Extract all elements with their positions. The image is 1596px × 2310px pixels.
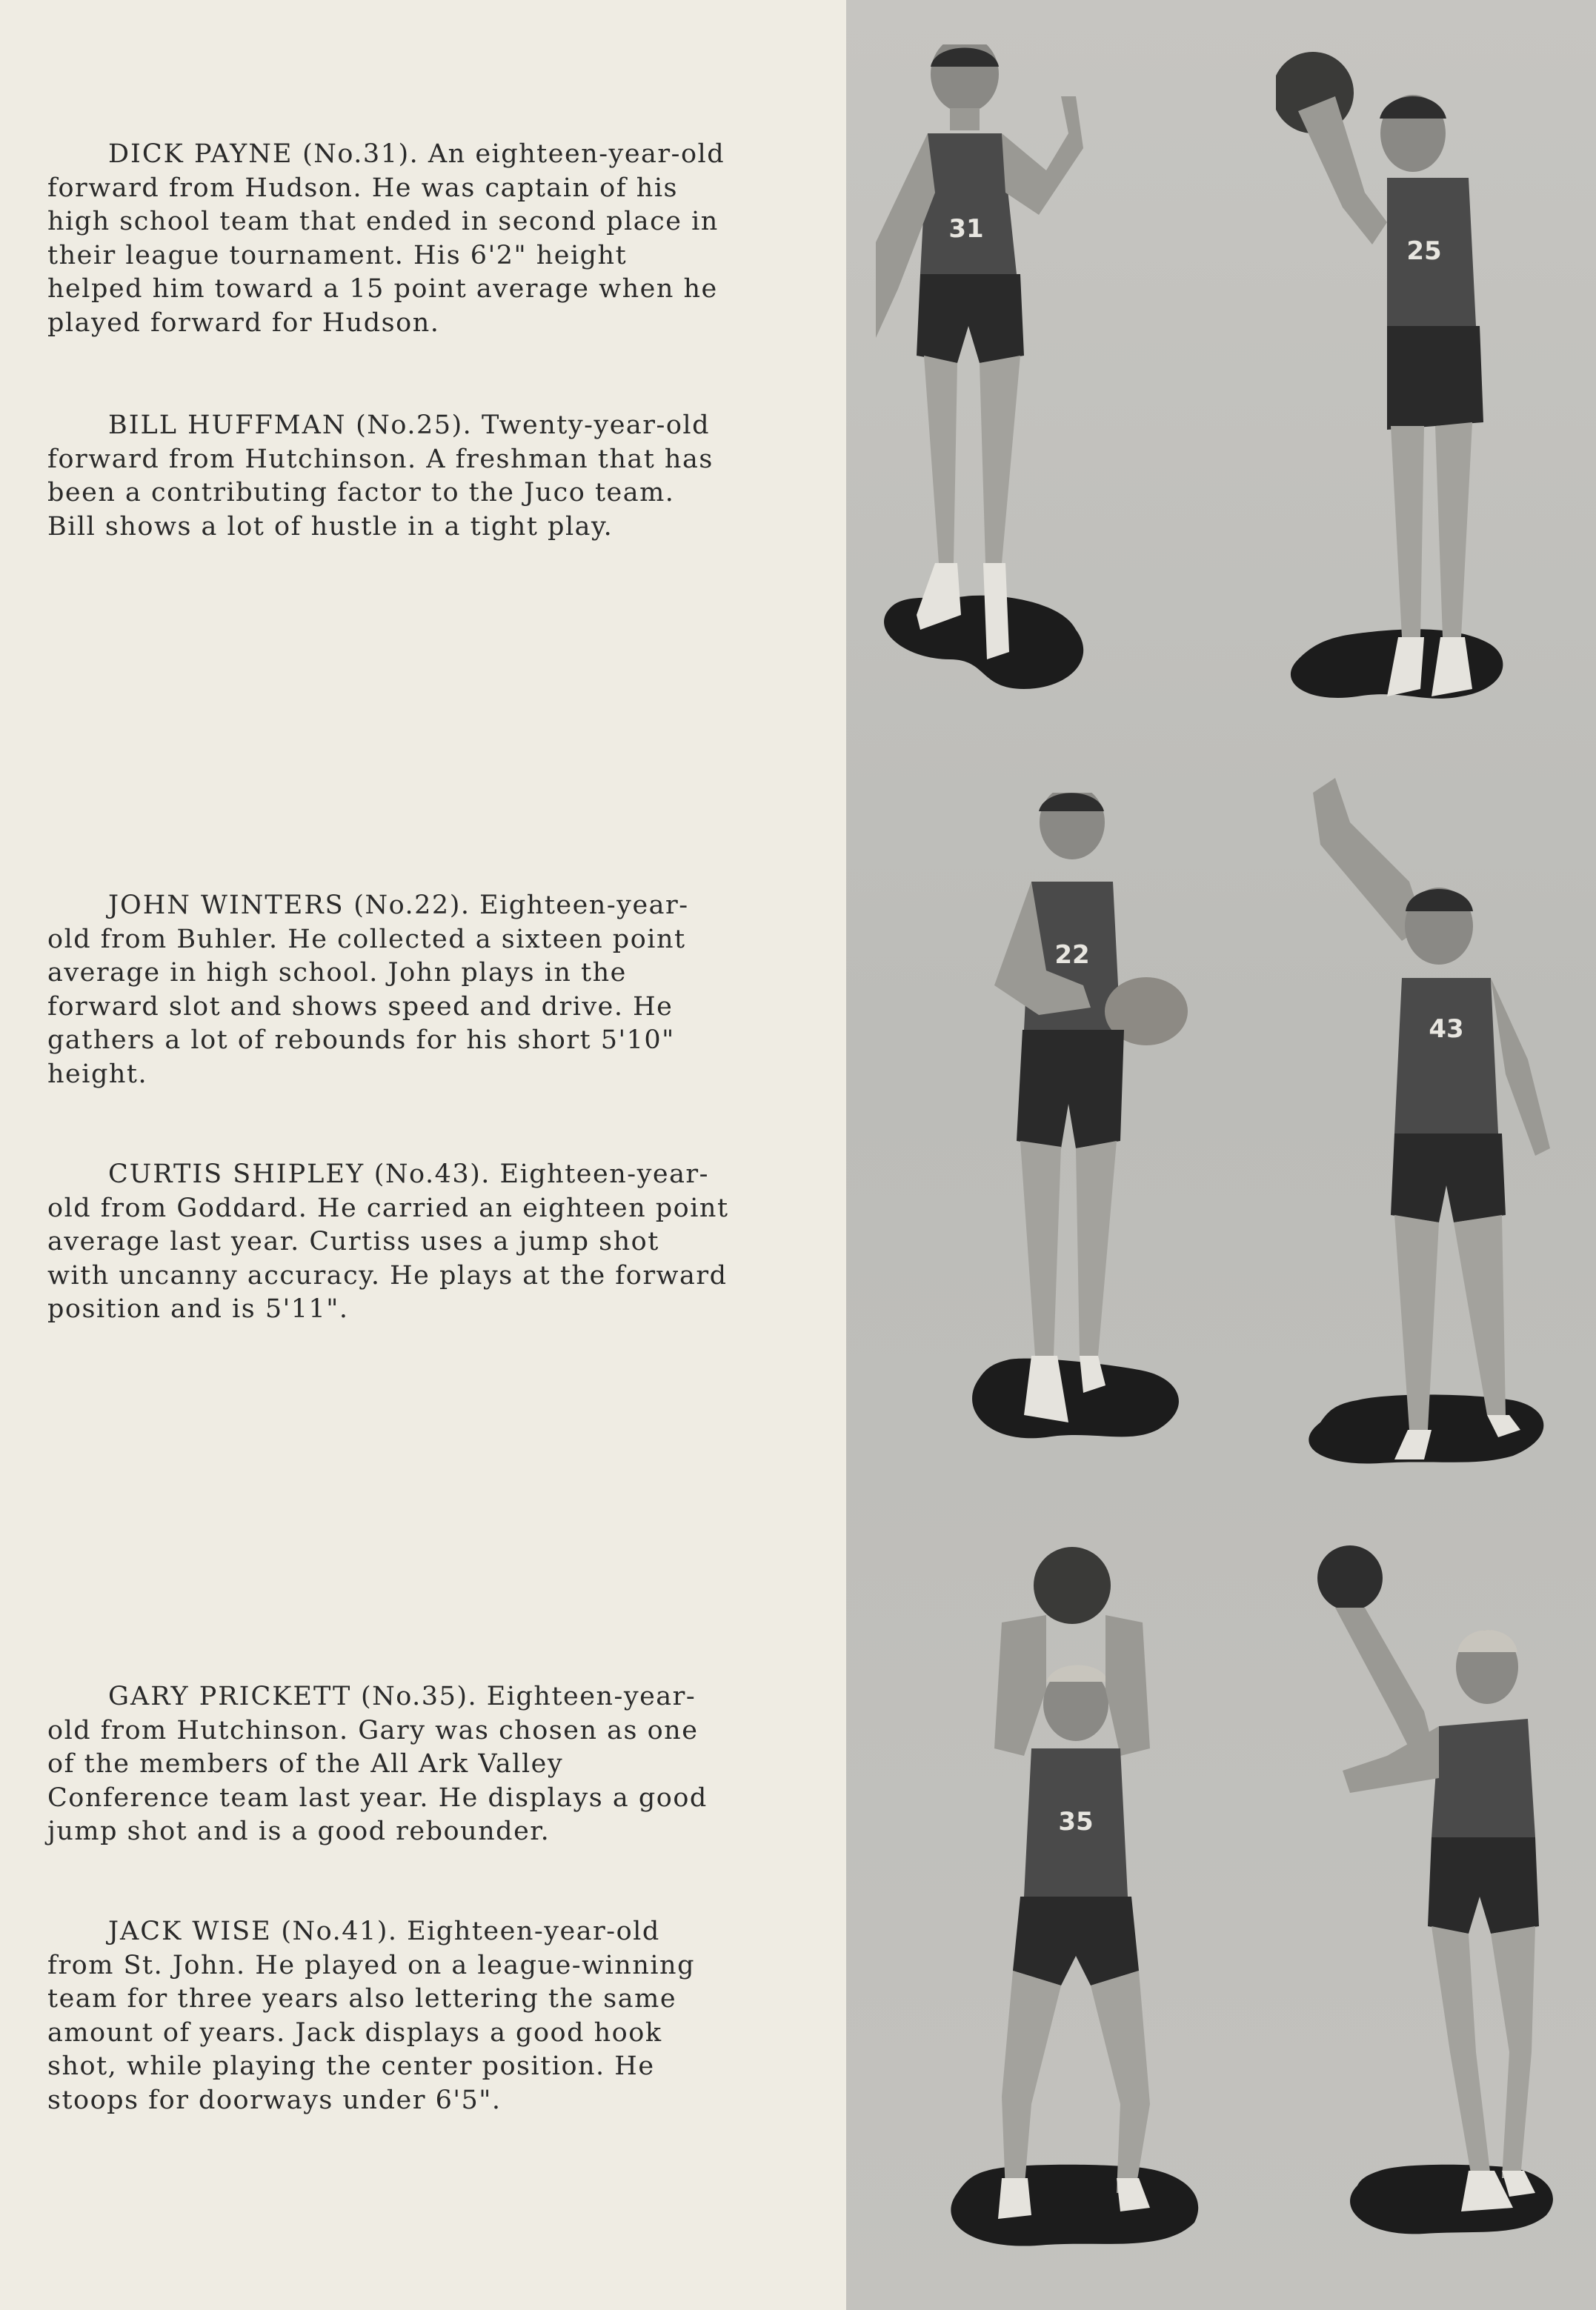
- player-photo-25: [1276, 52, 1513, 719]
- player-photo-31: [876, 44, 1098, 711]
- jersey-number: 22: [1054, 940, 1090, 970]
- player-photo-43: [1291, 778, 1572, 1467]
- player-number: (No.22).: [353, 891, 471, 920]
- player-number: (No.41).: [281, 1917, 398, 1946]
- bio-dick-payne: [47, 138, 729, 340]
- player-description: Eighteen-year-old from Goddard. He carried an eighteen point average last year. Curtiss uses a jump shot with uncanny accuracy. He plays at the forward position and is 5'11".: [47, 1159, 729, 1324]
- player-photo-41: [1291, 1534, 1587, 2245]
- jersey-number: 25: [1406, 236, 1442, 266]
- player-description: An eighteen-year-old forward from Hudson. He was captain of his high school team that ended in second place in their league tournament. His 6'2" height helped him toward a 15 point average when he played forward for Hudson.: [47, 139, 725, 338]
- bio-bill-huffman: [47, 409, 729, 544]
- player-description: Twenty-year-old forward from Hutchinson. A freshman that has been a contributing factor to the Juco team. Bill shows a lot of hustle in a tight play.: [47, 410, 714, 542]
- player-description: Eighteen-year-old from St. John. He played on a league-winning team for three years also lettering the same amount of years. Jack displays a good hook shot, while playing the center position. He stoops for doorways under 6'5".: [47, 1917, 696, 2115]
- bio-jack-wise: [47, 1915, 729, 2117]
- player-photo-35: [942, 1541, 1209, 2252]
- player-number: (No.35).: [360, 1682, 478, 1711]
- bio-john-winters: [47, 889, 729, 1091]
- player-name: CURTIS SHIPLEY: [108, 1159, 365, 1189]
- player-photo-22: [957, 793, 1202, 1459]
- player-description: Eighteen-year-old from Hutchinson. Gary was chosen as one of the members of the All Ark Valley Conference team last year. He displays a good jump shot and is a good rebounder.: [47, 1682, 708, 1846]
- player-number: (No.31).: [302, 139, 419, 169]
- player-name: BILL HUFFMAN: [108, 410, 347, 440]
- player-name: JACK WISE: [108, 1917, 272, 1946]
- player-number: (No.43).: [373, 1159, 491, 1189]
- player-name: DICK PAYNE: [108, 139, 293, 169]
- jersey-number: 31: [948, 214, 984, 244]
- player-name: GARY PRICKETT: [108, 1682, 352, 1711]
- jersey-number: 43: [1429, 1014, 1464, 1044]
- jersey-number: 35: [1058, 1807, 1094, 1837]
- player-number: (No.25).: [356, 410, 473, 440]
- player-description: Eighteen-year-old from Buhler. He collected a sixteen point average in high school. John plays in the forward slot and shows speed and drive. He gathers a lot of rebounds for his short 5'10" height.: [47, 891, 689, 1089]
- player-name: JOHN WINTERS: [108, 891, 345, 920]
- bio-curtis-shipley: [47, 1158, 729, 1327]
- bio-gary-prickett: [47, 1680, 729, 1849]
- photo-column: [846, 0, 1596, 2310]
